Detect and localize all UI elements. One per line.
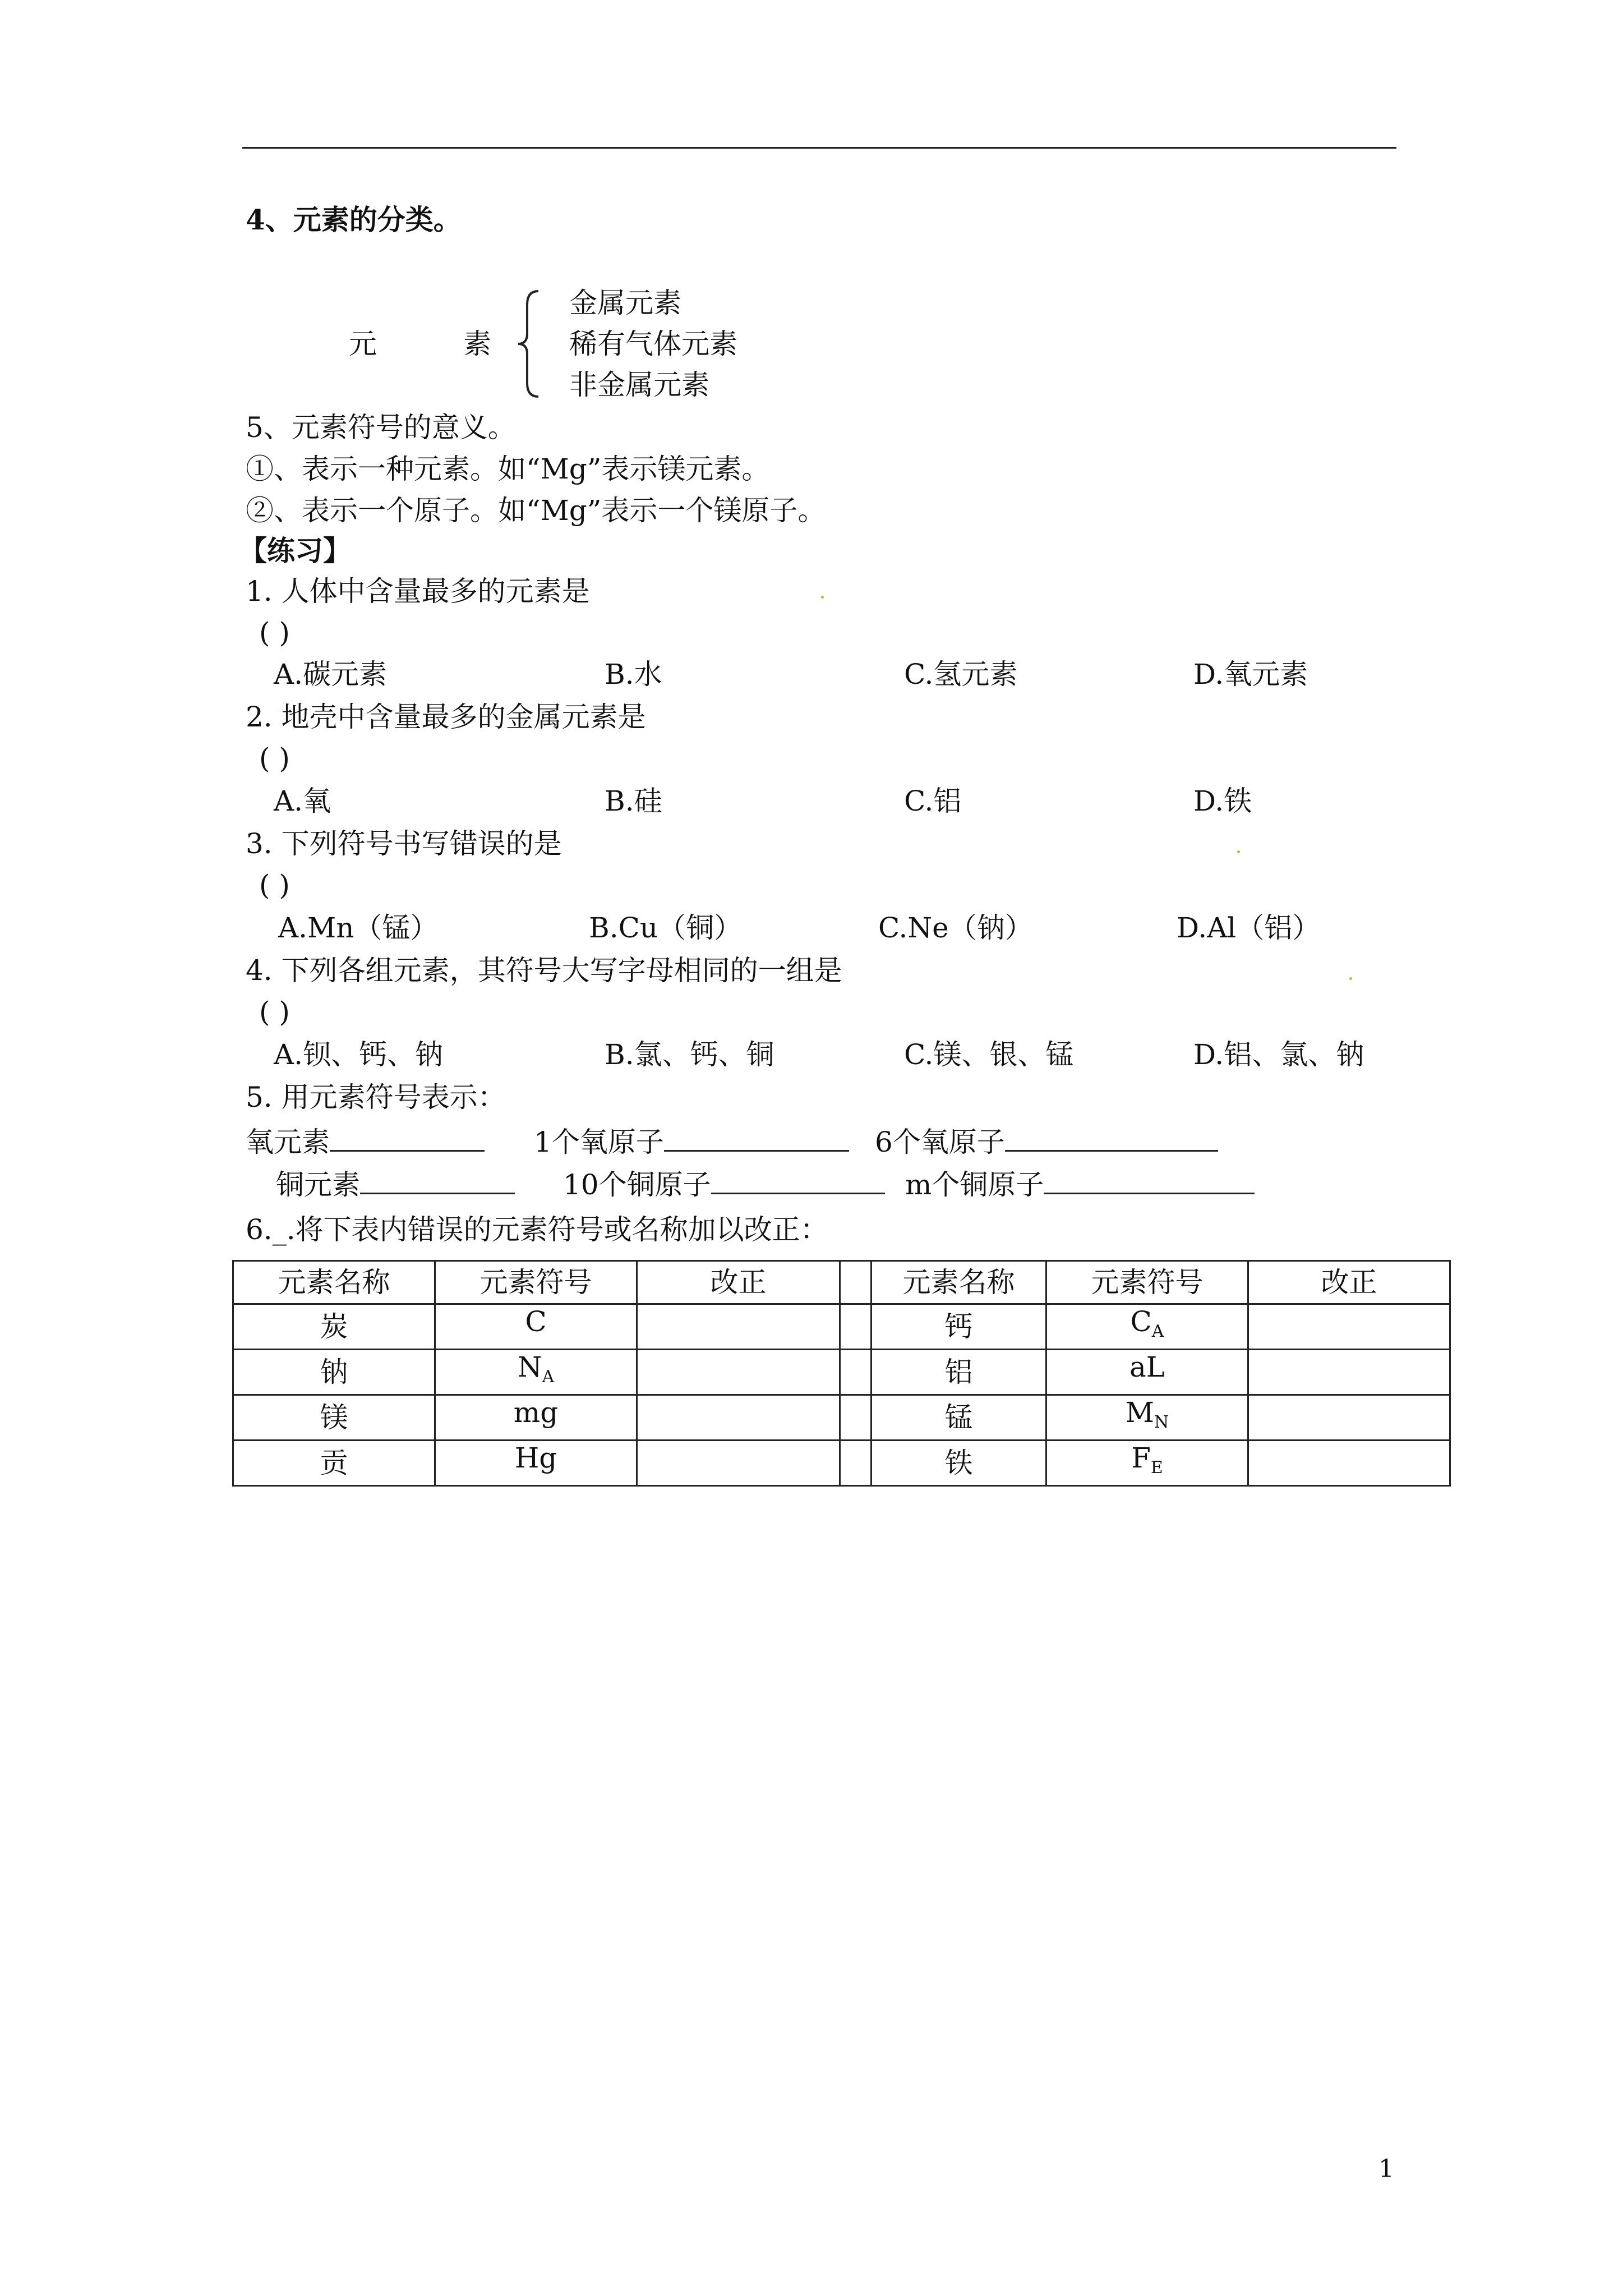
classification-label-right: 素 <box>463 328 491 360</box>
table-row <box>233 1395 1450 1441</box>
section-5-heading: 5、元素符号的意义。 <box>246 411 516 444</box>
question-2-option-c: C.铝 <box>904 785 962 817</box>
table-row <box>233 1350 1450 1395</box>
question-2-paren: ( ) <box>259 742 290 775</box>
q5-row1-label1: 氧元素 <box>246 1126 330 1158</box>
element-symbol-cell <box>435 1350 637 1395</box>
correction-cell[interactable] <box>1248 1395 1450 1441</box>
section-4-heading: 4、元素的分类。 <box>246 203 462 236</box>
question-1-paren: ( ) <box>259 616 290 649</box>
element-symbol-cell <box>435 1304 637 1350</box>
element-symbol-cell <box>1046 1304 1248 1350</box>
classification-item-noble-gas: 稀有气体元素 <box>569 328 737 360</box>
element-symbol-sub: E <box>1150 1458 1163 1478</box>
element-name-cell: 铁 <box>872 1441 1046 1486</box>
question-2-stem: 2. 地壳中含量最多的金属元素是 <box>246 701 646 733</box>
correction-cell[interactable] <box>1248 1304 1450 1350</box>
correction-cell[interactable] <box>637 1350 840 1395</box>
answer-blank[interactable] <box>330 1124 485 1152</box>
question-5-stem: 5. 用元素符号表示： <box>246 1081 506 1114</box>
q5-row1-item1 <box>246 1124 485 1159</box>
question-1-stem: 1. 人体中含量最多的元素是 <box>246 575 590 608</box>
q5-row2-label2: 10个铜原子 <box>563 1168 711 1201</box>
spacer-cell <box>840 1441 872 1486</box>
element-symbol-sub: N <box>1154 1412 1169 1432</box>
section-5-point-2: ②、表示一个原子。如“Mg”表示一个镁原子。 <box>246 494 826 527</box>
answer-blank[interactable] <box>1005 1124 1218 1152</box>
q5-row2-item3 <box>905 1167 1255 1202</box>
element-symbol: Hg <box>514 1442 557 1474</box>
element-symbol: C <box>525 1305 547 1338</box>
section-5-point-1: ①、表示一种元素。如“Mg”表示镁元素。 <box>246 453 770 485</box>
page-number: 1 <box>1378 2155 1394 2183</box>
element-symbol-cell <box>1046 1350 1248 1395</box>
answer-blank[interactable] <box>1044 1167 1255 1194</box>
question-6-stem: 6._.将下表内错误的元素符号或名称加以改正： <box>246 1213 828 1246</box>
correction-cell[interactable] <box>1248 1350 1450 1395</box>
element-symbol: N <box>517 1351 542 1383</box>
element-name-cell: 炭 <box>233 1304 435 1350</box>
scan-speck <box>1349 977 1352 980</box>
question-3-option-c: C.Ne（钠） <box>878 912 1033 944</box>
table-header-row <box>233 1261 1450 1304</box>
q5-row1-label2: 1个氧原子 <box>534 1126 664 1158</box>
question-4-option-a: A.钡、钙、钠 <box>274 1038 444 1071</box>
classification-label-left: 元 <box>349 328 377 360</box>
element-symbol: F <box>1131 1442 1151 1474</box>
element-name-cell: 钠 <box>233 1350 435 1395</box>
header-correction: 改正 <box>1248 1261 1450 1304</box>
question-1-option-c: C.氢元素 <box>904 658 1018 691</box>
curly-brace-icon <box>515 289 543 399</box>
element-symbol: aL <box>1129 1351 1165 1383</box>
question-4-option-d: D.铝、氯、钠 <box>1193 1038 1364 1071</box>
element-symbol: C <box>1130 1305 1152 1338</box>
spacer-cell <box>840 1350 872 1395</box>
q5-row1-item3 <box>875 1124 1218 1159</box>
classification-item-nonmetal: 非金属元素 <box>569 369 709 401</box>
q5-row2-label1: 铜元素 <box>276 1168 360 1201</box>
spacer-cell <box>840 1261 872 1304</box>
q5-row1-label3: 6个氧原子 <box>875 1126 1005 1158</box>
question-4-stem: 4. 下列各组元素，其符号大写字母相同的一组是 <box>246 954 842 987</box>
question-1-option-a: A.碳元素 <box>274 658 388 691</box>
practice-heading: 【练习】 <box>239 534 351 567</box>
correction-cell[interactable] <box>637 1395 840 1441</box>
spacer-cell <box>840 1395 872 1441</box>
question-2-option-a: A.氧 <box>274 785 331 817</box>
question-3-option-a: A.Mn（锰） <box>278 912 439 944</box>
classification-item-metal: 金属元素 <box>569 287 681 319</box>
question-4-option-c: C.镁、银、锰 <box>904 1038 1074 1071</box>
element-correction-table <box>232 1260 1451 1487</box>
answer-blank[interactable] <box>711 1167 885 1194</box>
element-name-cell: 铝 <box>872 1350 1046 1395</box>
answer-blank[interactable] <box>664 1124 849 1152</box>
header-element-symbol: 元素符号 <box>1046 1261 1248 1304</box>
question-3-paren: ( ) <box>259 869 290 901</box>
question-2-option-d: D.铁 <box>1193 785 1252 817</box>
question-3-stem: 3. 下列符号书写错误的是 <box>246 827 562 860</box>
table-row <box>233 1304 1450 1350</box>
question-1-option-d: D.氧元素 <box>1193 658 1308 691</box>
header-correction: 改正 <box>637 1261 840 1304</box>
element-symbol-cell <box>1046 1441 1248 1486</box>
q5-row2-item1 <box>276 1167 515 1202</box>
spacer-cell <box>840 1304 872 1350</box>
correction-cell[interactable] <box>1248 1441 1450 1486</box>
header-rule <box>242 147 1396 149</box>
element-symbol-cell <box>435 1441 637 1486</box>
element-name-cell: 镁 <box>233 1395 435 1441</box>
element-symbol: M <box>1125 1396 1154 1429</box>
correction-cell[interactable] <box>637 1441 840 1486</box>
question-1-option-b: B.水 <box>605 658 662 691</box>
table-row <box>233 1441 1450 1486</box>
q5-row2-item2 <box>563 1167 885 1202</box>
element-symbol: mg <box>513 1396 559 1429</box>
q5-row2-label3: m个铜原子 <box>905 1168 1044 1201</box>
q5-row1-item2 <box>534 1124 849 1159</box>
scan-speck <box>1237 850 1240 853</box>
question-2-option-b: B.硅 <box>605 785 662 817</box>
question-3-option-b: B.Cu（铜） <box>589 912 743 944</box>
element-name-cell: 贡 <box>233 1441 435 1486</box>
element-symbol-sub: A <box>1151 1322 1164 1341</box>
question-4-option-b: B.氯、钙、铜 <box>605 1038 774 1071</box>
element-symbol-sub: A <box>542 1367 555 1387</box>
header-element-name: 元素名称 <box>233 1261 435 1304</box>
element-symbol-cell <box>1046 1395 1248 1441</box>
answer-blank[interactable] <box>360 1167 515 1194</box>
header-element-symbol: 元素符号 <box>435 1261 637 1304</box>
element-symbol-cell <box>435 1395 637 1441</box>
scan-speck <box>821 596 824 599</box>
question-3-option-d: D.Al（铝） <box>1177 912 1321 944</box>
header-element-name: 元素名称 <box>872 1261 1046 1304</box>
correction-cell[interactable] <box>637 1304 840 1350</box>
element-name-cell: 钙 <box>872 1304 1046 1350</box>
element-name-cell: 锰 <box>872 1395 1046 1441</box>
question-4-paren: ( ) <box>259 996 290 1028</box>
